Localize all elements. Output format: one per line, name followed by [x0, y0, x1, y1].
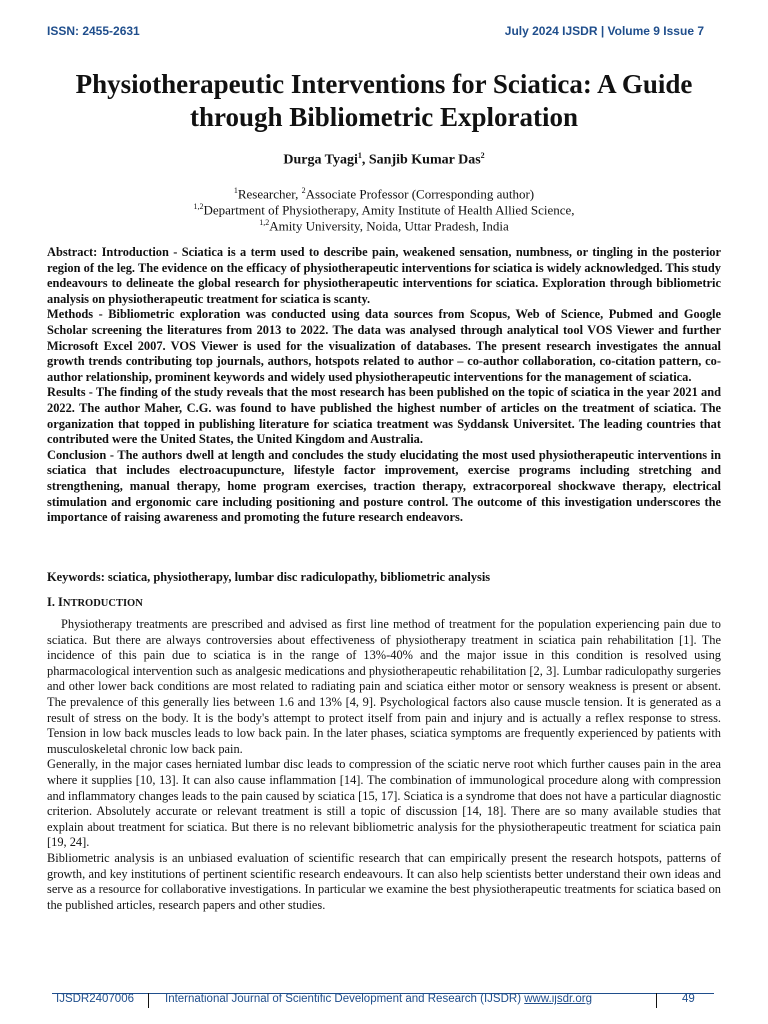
page-number: 49	[682, 993, 695, 1005]
section-number: I.	[47, 595, 59, 609]
affiliation-superscript: 1,2	[259, 218, 270, 227]
affiliation-text: Amity University, Noida, Uttar Pradesh, India	[269, 218, 509, 234]
journal-title: International Journal of Scientific Development and Research (IJSDR)	[165, 993, 525, 1005]
body-paragraph: Bibliometric analysis is an unbiased evaluation of scientific research that can empirically present the research hotspots, patterns of growth, and key institutions of pertinent scientific research endeavours. It can also help scientists better understand their own ideas and serve as a resource for collaborative investigations. In particular we examine the best physiotherapeutic treatments for sciatica based on the published articles, research papers and other studies.	[47, 850, 721, 912]
author-name: Durga Tyagi	[283, 152, 358, 168]
issue-header: July 2024 IJSDR | Volume 9 Issue 7	[504, 24, 704, 38]
section-title-rest: NTRODUCTION	[62, 598, 143, 609]
paper-id: IJSDR2407006	[56, 993, 134, 1005]
affiliation-text: Associate Professor (Corresponding author)	[305, 186, 535, 202]
abstract-methods: Methods - Bibliometric exploration was conducted using data sources from Scopus, Web of Science, Pubmed and Google Scholar screening the literatures from 2013 to 2022. The data was analysed through analytical tool VOS Viewer and further Microsoft Excel 2007. VOS Viewer is used for the visualization of databases. The present research investigates the annual growth trends contributing top journals, authors, hotspots related to author – co-author collaboration, co-citation pattern, co-author relationship, prominent keywords and widely used physiotherapeutic interventions for the management of sciatica.	[47, 307, 721, 384]
abstract-intro-text: : Introduction - Sciatica is a term used to describe pain, weakened sensation, numbness, or tingling in the posterior region of the leg. The evidence on the efficacy of physiotherapeutic interventions for sciatica is widely acknowledged. This study endeavours to delineate the global research for physiotherapeutic interventions for sciatica. Exploration through bibliometric analysis on physiotherapeutic treatment for sciatica is scanty.	[47, 245, 721, 306]
journal-name	[165, 993, 592, 1005]
issn-header: ISSN: 2455-2631	[47, 24, 140, 38]
affiliation-superscript: 1	[233, 186, 238, 195]
footer	[52, 993, 714, 1015]
section-heading	[47, 595, 143, 610]
affiliation-superscript: 2	[301, 186, 306, 195]
paper-title: Physiotherapeutic Interventions for Sciatica: A Guide through Bibliometric Exploration	[75, 69, 693, 132]
affiliation-line	[0, 215, 768, 233]
abstract	[47, 245, 721, 526]
introduction-body	[47, 617, 721, 913]
author-separator: ,	[361, 152, 369, 168]
abstract-results: Results - The finding of the study reveals that the most research has been published on the topic of sciatica in the year 2021 and 2022. The author Maher, C.G. was found to have published the highest number of articles on the treatment of sciatica. The organization that topped in publishing literature for sciatica treatment was Syddansk Universitet. The leading countries that contributed were the United States, the United Kingdom and Australia.	[47, 385, 721, 447]
abstract-conclusion: Conclusion - The authors dwell at length and concludes the study elucidating the most used physiotherapeutic interventions in sciatica that includes electroacupuncture, lifestyle factor improvement, exercise programs including stretching and strengthening, manual therapy, home program exercises, traction therapy, extracorporeal shockwave therapy, electrical stimulation and ergonomic care including positioning and posture control. The outcome of this investigation underscores the importance of raising awareness and promoting the future research endeavors.	[47, 447, 721, 525]
keywords: Keywords: sciatica, physiotherapy, lumbar disc radiculopathy, bibliometric analysis	[47, 570, 491, 584]
footer-separator	[148, 993, 149, 1008]
author-superscript: 1	[357, 151, 362, 160]
author-line	[0, 151, 768, 169]
section-initial: I	[58, 595, 63, 609]
affiliation-text: Researcher,	[237, 186, 302, 202]
affiliation-superscript: 1,2	[193, 202, 204, 211]
author-name: Sanjib Kumar Das	[368, 152, 481, 168]
author-superscript: 2	[480, 151, 485, 160]
abstract-label: Abstract	[47, 245, 94, 259]
abstract-introduction	[47, 245, 721, 307]
body-paragraph: Generally, in the major cases herniated lumbar disc leads to compression of the sciatic nerve root which further causes pain in the area where it supplies [10, 13]. It can also cause inflammation [14]. The combination of immunological procedure along with compression and inflammatory changes leads to the pain caused by sciatica [15, 17]. Sciatica is a syndrome that does not have a particular diagnostic criterion. Absolutely accurate or relevant treatment is still a topic of discussion [14, 18]. There are so many available studies that explain about treatment for sciatica. But there is no relevant bibliometric analysis for the physiotherapeutic treatment for sciatica pain [19, 24].	[47, 757, 721, 850]
affiliation-text: Department of Physiotherapy, Amity Institute of Health Allied Science,	[203, 202, 575, 218]
footer-separator	[656, 993, 657, 1008]
journal-link[interactable]: www.ijsdr.org	[524, 993, 592, 1005]
body-paragraph: Physiotherapy treatments are prescribed and advised as first line method of treatment for the population experiencing pain due to sciatica. But there are always controversies about effectiveness of physiotherapy treatment in sciatica pain rehabilitation [1]. The incidence of this pain due to sciatica is in the range of 13%-40% and the major issue in this condition is resolved using pharmacological intervention such as analgesic medications and physiotherapeutic rehabilitation [2, 3]. Lumbar radiculopathy surgeries and other lower back conditions are most related to radiating pain and sciatica either motor or sensory weakness is present or absent. The prevalence of this generally lies between 1.6 and 13% [4, 9]. Psychological factors also cause muscle tension. It is generated as a result of stress on the body. It is the body's attempt to protect itself from pain and injury and is actually a reflex response to stress. Tension in low back muscles leads to low back pain. In the later phases, sciatica symptoms are frequently experienced by patients with musculoskeletal chronic low back pain.	[47, 617, 721, 756]
